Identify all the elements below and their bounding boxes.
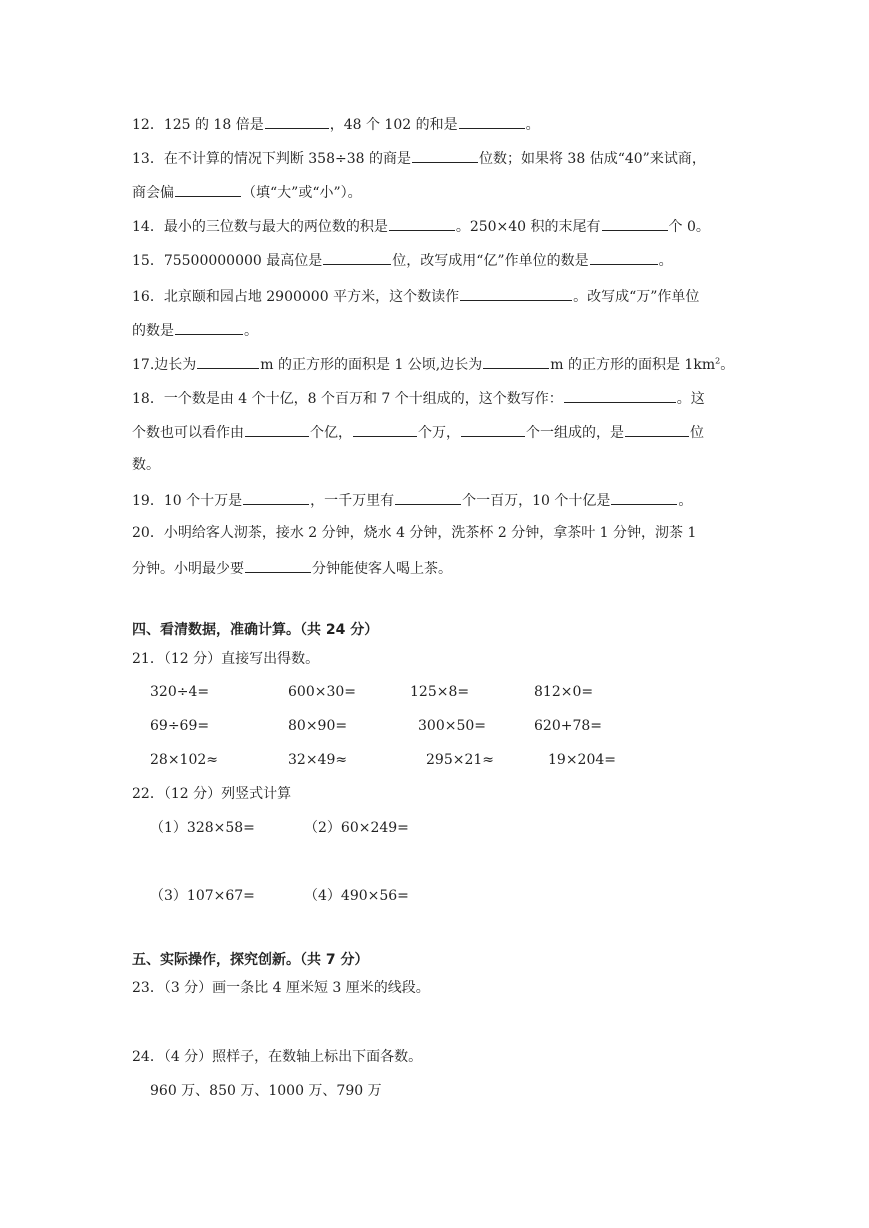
calc-item: 125×8= xyxy=(410,684,470,700)
calc-item: 300×50= xyxy=(418,718,486,734)
answer-blank[interactable] xyxy=(245,557,311,573)
answer-blank[interactable] xyxy=(590,249,658,265)
answer-blank[interactable] xyxy=(395,489,461,505)
question-24-numbers: 960 万、850 万、1000 万、790 万 xyxy=(150,1083,382,1099)
question-22-title: 22．（12 分）列竖式计算 xyxy=(132,786,292,802)
calc-item: 320÷4= xyxy=(150,684,210,700)
calc-item: 28×102≈ xyxy=(150,752,218,768)
question-15: 15．75500000000 最高位是 位，改写成用“亿”作单位的数是 。 xyxy=(132,249,673,271)
vertical-calc-item: （3）107×67= xyxy=(150,888,255,904)
question-21-title: 21．（12 分）直接写出得数。 xyxy=(132,651,320,667)
answer-blank[interactable] xyxy=(197,353,259,369)
question-12: 12．125 的 18 倍是 ，48 个 102 的和是 。 xyxy=(132,113,540,135)
question-18-line3: 数。 xyxy=(132,457,160,473)
answer-blank[interactable] xyxy=(243,489,309,505)
answer-blank[interactable] xyxy=(245,421,309,437)
answer-blank[interactable] xyxy=(175,319,243,335)
question-17: 17.边长为 m 的正方形的面积是 1 公顷,边长为 m 的正方形的面积是 $1km^2$。 xyxy=(132,353,734,375)
answer-blank[interactable] xyxy=(459,113,525,129)
question-18-line2: 个数也可以看作由 个亿， 个万， 个一组成的，是 位 xyxy=(132,421,704,443)
answer-blank[interactable] xyxy=(564,387,676,403)
question-16-line1: 16．北京颐和园占地 2900000 平方米，这个数读作 。改写成“万”作单位 xyxy=(132,285,699,307)
answer-blank[interactable] xyxy=(460,285,572,301)
answer-blank[interactable] xyxy=(483,353,549,369)
answer-blank[interactable] xyxy=(611,489,677,505)
answer-blank[interactable] xyxy=(625,421,689,437)
calc-item: 80×90= xyxy=(288,718,348,734)
question-20-line1: 20．小明给客人沏茶，接水 2 分钟，烧水 4 分钟，洗茶杯 2 分钟，拿茶叶 1 分钟，沏茶 1 xyxy=(132,525,697,541)
question-13-line1: 13．在不计算的情况下判断 358÷38 的商是 位数；如果将 38 估成“40”来试商， xyxy=(132,147,706,169)
answer-blank[interactable] xyxy=(412,147,478,163)
answer-blank[interactable] xyxy=(461,421,525,437)
answer-blank[interactable] xyxy=(602,215,668,231)
answer-blank[interactable] xyxy=(265,113,329,129)
question-19: 19．10 个十万是 ，一千万里有 个一百万，10 个十亿是 。 xyxy=(132,489,692,511)
calc-item: 295×21≈ xyxy=(426,752,494,768)
question-16-line2: 的数是 。 xyxy=(132,319,258,341)
calc-item: 32×49≈ xyxy=(288,752,348,768)
answer-blank[interactable] xyxy=(353,421,417,437)
vertical-calc-item: （2）60×249= xyxy=(304,820,409,836)
calc-item: 600×30= xyxy=(288,684,356,700)
question-18-line1: 18．一个数是由 4 个十亿，8 个百万和 7 个十组成的，这个数写作： 。这 xyxy=(132,387,705,409)
section-heading-4: 四、看清数据，准确计算。（共 24 分） xyxy=(132,622,379,638)
section-heading-5: 五、实际操作，探究创新。（共 7 分） xyxy=(132,952,369,968)
calc-item: 812×0= xyxy=(534,684,594,700)
answer-blank[interactable] xyxy=(389,215,455,231)
question-13-line2: 商会偏 （填“大”或“小”）。 xyxy=(132,181,362,203)
question-14: 14．最小的三位数与最大的两位数的积是 。250×40 积的末尾有 个 0。 xyxy=(132,215,710,237)
calc-item: 620+78= xyxy=(534,718,602,734)
question-20-line2: 分钟。小明最少要 分钟能使客人喝上茶。 xyxy=(132,557,452,579)
vertical-calc-item: （4）490×56= xyxy=(304,888,409,904)
question-24-title: 24．（4 分）照样子，在数轴上标出下面各数。 xyxy=(132,1049,423,1065)
calc-item: 69÷69= xyxy=(150,718,210,734)
answer-blank[interactable] xyxy=(175,181,241,197)
calc-item: 19×204= xyxy=(548,752,616,768)
vertical-calc-item: （1）328×58= xyxy=(150,820,255,836)
question-23: 23．（3 分）画一条比 4 厘米短 3 厘米的线段。 xyxy=(132,980,430,996)
answer-blank[interactable] xyxy=(323,249,391,265)
